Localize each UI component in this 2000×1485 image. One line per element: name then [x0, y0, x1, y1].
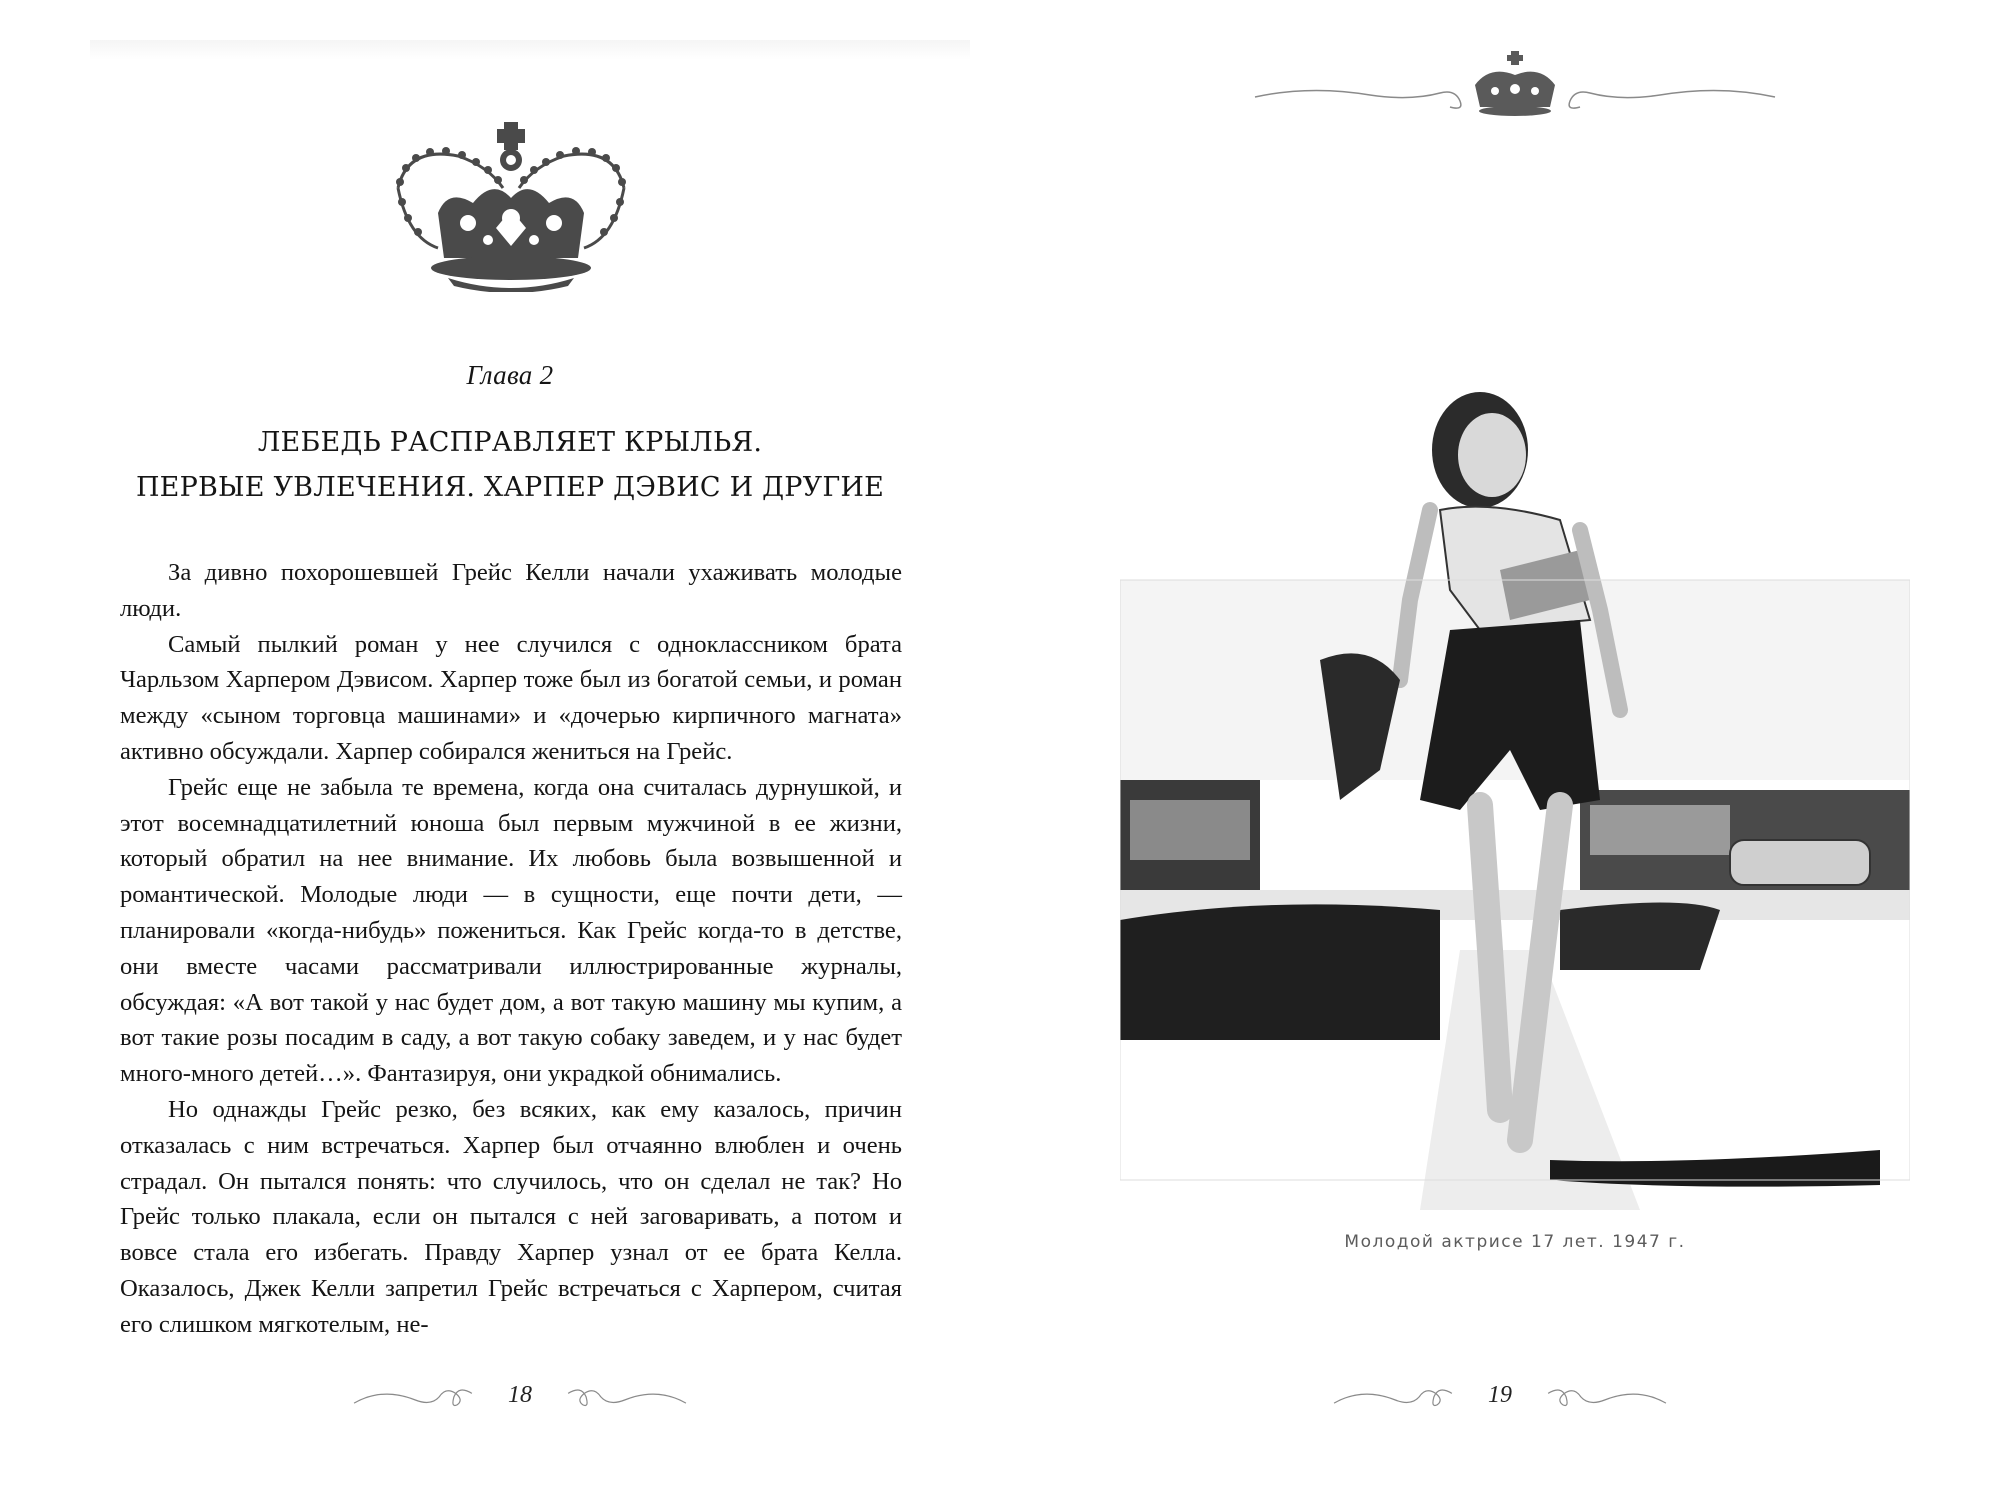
- flourish-right-icon: [1540, 1375, 1670, 1415]
- page-number: 18: [508, 1381, 532, 1408]
- body-text: [120, 555, 902, 1343]
- flourish-left-icon: [1330, 1375, 1460, 1415]
- right-page: [1000, 0, 2000, 1485]
- photo: [1120, 350, 1910, 1210]
- crown-icon: [378, 118, 644, 292]
- chapter-label: Глава 2: [466, 360, 554, 390]
- chapter-title-line: ПЕРВЫЕ УВЛЕЧЕНИЯ. ХАРПЕР ДЭВИС И ДРУГИЕ: [135, 472, 885, 503]
- head-crown-ornament-icon: [1250, 45, 1780, 125]
- page-footer: [1330, 1370, 1670, 1420]
- chapter-title: [120, 420, 900, 510]
- photo-caption: Молодой актрисе 17 лет. 1947 г.: [1344, 1232, 1686, 1252]
- chapter-title-line: ЛЕБЕДЬ РАСПРАВЛЯЕТ КРЫЛЬЯ.: [257, 427, 763, 458]
- paragraph: За дивно похорошевшей Грейс Келли начали ухаживать молодые люди.: [120, 559, 902, 622]
- flourish-left-icon: [350, 1375, 480, 1415]
- paragraph: Грейс еще не забыла те времена, когда она считалась дурнушкой, и этот восемнадцатилетний юноша был первым мужчиной в ее жизни, который обратил на нее внимание. Их любовь была возвышенной и романтической. Молодые люди — в сущности, еще почти дети, — планировали «когда-нибудь» пожениться. Как Грейс когда-то в детстве, они вместе часами рассматривали иллюстрированные журналы, обсуждая: «А вот такой у нас будет дом, а вот такую машину мы купим, а вот такие розы посадим в саду, а вот такую собаку заведем, и у нас будет много-много детей…». Фантазируя, они украдкой обнимались.: [120, 773, 902, 1088]
- page-number: 19: [1488, 1381, 1512, 1408]
- flourish-right-icon: [560, 1375, 690, 1415]
- page-shadow: [90, 40, 970, 60]
- page-footer: [350, 1370, 690, 1420]
- photo-image: [1120, 350, 1910, 1210]
- paragraph: Но однажды Грейс резко, без всяких, как ему казалось, причин отказалась с ним встречаться. Харпер был отчаянно влюблен и очень страдал. Он пытался понять: что случилось, что он сделал не так? Но Грейс только плакала, если он пытался с ней заговаривать, а потом и вовсе стала его избегать. Правду Харпер узнал от ее брата Келла. Оказалось, Джек Келли запретил Грейс встречаться с Харпером, считая его слишком мягкотелым, не-: [120, 1095, 902, 1338]
- paragraph: Самый пылкий роман у нее случился с одноклассником брата Чарльзом Харпером Дэвисом. Харпер тоже был из богатой семьи, и роман между «сыном торговца машинами» и «дочерью кирпичного магната» активно обсуждали. Харпер собирался жениться на Грейс.: [120, 630, 902, 765]
